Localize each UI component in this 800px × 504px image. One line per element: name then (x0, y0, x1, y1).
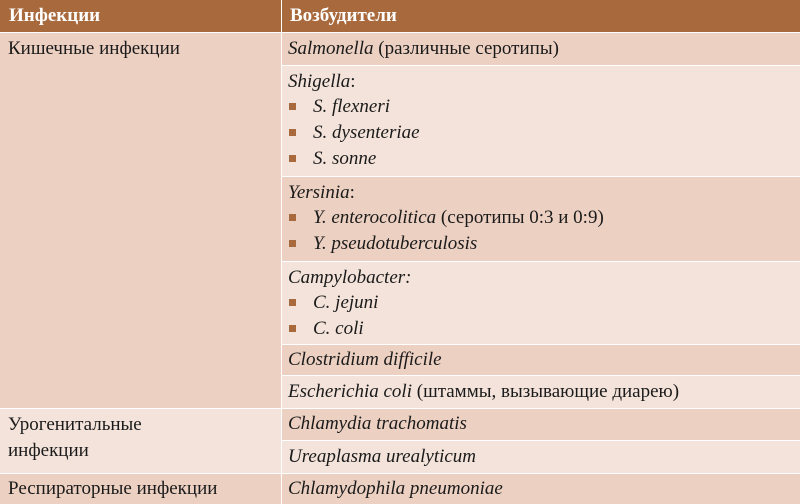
row-shigella (282, 66, 800, 176)
group-cell-respiratory (0, 474, 281, 504)
group-cell-urogenital (0, 409, 281, 473)
bullet-icon (289, 155, 296, 162)
header-divider (281, 0, 282, 32)
salmonella-genus: Salmonella (288, 38, 374, 59)
yersinia-species-2: Y. pseudotuberculosis (313, 233, 478, 254)
ecoli-genus: Escherichia coli (288, 381, 412, 402)
row-campylobacter (282, 262, 800, 344)
bullet-icon (289, 129, 296, 136)
shigella-species-3: S. sonne (313, 148, 377, 169)
salmonella-note: (различные серотипы) (373, 38, 559, 59)
row-ecoli (282, 376, 800, 408)
yersinia-genus: Yersinia (288, 182, 350, 203)
campylobacter-species-2: C. coli (313, 318, 364, 339)
header-pathogens: Возбудители (290, 5, 397, 26)
shigella-species-1: S. flexneri (313, 96, 391, 117)
bullet-icon (289, 240, 296, 247)
group-cell-intestinal (0, 33, 281, 408)
bullet-icon (289, 325, 296, 332)
bullet-icon (289, 103, 296, 110)
table-header (0, 0, 800, 32)
bullet-icon (289, 214, 296, 221)
row-salmonella (282, 33, 800, 65)
header-infections: Инфекции (9, 5, 101, 26)
chlamydophila: Chlamydophila pneumoniae (288, 478, 503, 499)
shigella-suffix: : (350, 71, 356, 92)
row-clostridium (282, 345, 800, 375)
group-intestinal: Кишечные инфекции (8, 38, 180, 59)
bullet-icon (289, 299, 296, 306)
group-urogenital-line1: Урогенитальные (8, 414, 142, 435)
row-chlamydophila (282, 474, 800, 504)
shigella-genus: Shigella (288, 71, 351, 92)
yersinia-suffix: : (349, 182, 355, 203)
row-yersinia (282, 177, 800, 261)
shigella-species-2: S. dysenteriae (313, 122, 420, 143)
row-chlamydia (282, 409, 800, 440)
group-urogenital-line2: инфекции (8, 440, 89, 461)
ureaplasma: Ureaplasma urealyticum (288, 446, 477, 467)
row-ureaplasma (282, 441, 800, 473)
campylobacter-species-1: C. jejuni (313, 292, 379, 313)
group-respiratory: Респираторные инфекции (8, 478, 218, 499)
yersinia-species-1: Y. enterocolitica (313, 207, 437, 228)
chlamydia: Chlamydia trachomatis (288, 413, 467, 434)
clostridium: Clostridium difficile (288, 349, 442, 370)
yersinia-species-1-note: (серотипы 0:3 и 0:9) (436, 207, 604, 228)
ecoli-note: (штаммы, вызывающие диарею) (412, 381, 680, 402)
campylobacter-genus: Campylobacter: (288, 267, 412, 288)
